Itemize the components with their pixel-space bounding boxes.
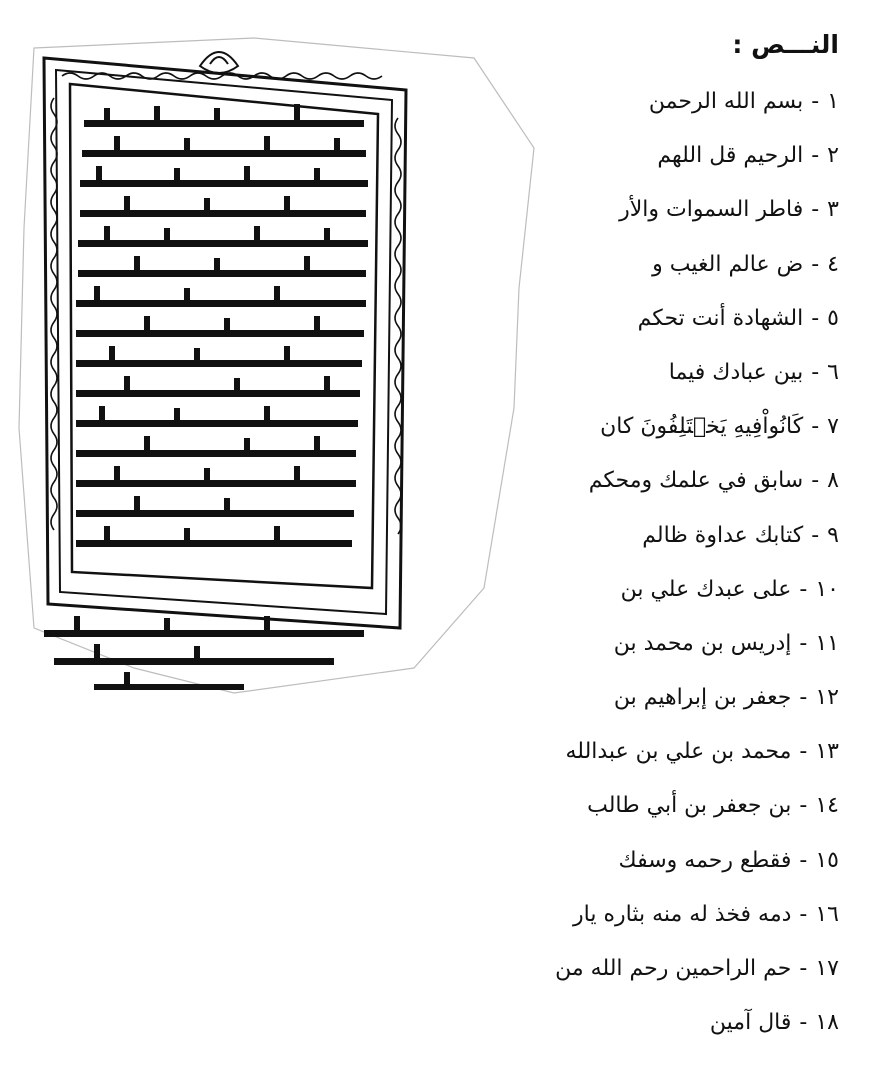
transcription-line [555,841,839,895]
transcription-line [555,353,839,407]
transcription-line [555,407,839,461]
line-text: إدريس بن محمد بن [613,630,792,656]
line-text: بن جعفر بن أبي طالب [587,793,792,819]
transcription-line [555,678,839,732]
line-dash: - [811,143,820,169]
kufic-text-below-frame [44,616,364,690]
line-number: ٧ [827,414,839,440]
line-number: ٢ [827,143,839,169]
line-number: ١٠ [815,576,839,602]
line-number: ١٨ [815,1010,839,1036]
line-dash: - [811,414,820,440]
line-number: ١٦ [815,901,839,927]
line-text: محمد بن علي بن عبدالله [565,739,792,765]
line-number: ١٣ [815,739,839,765]
line-number: ١٥ [815,847,839,873]
line-number: ٩ [827,522,839,548]
transcription-line [555,136,839,190]
transcription-line [555,732,839,786]
line-number: ٣ [827,197,839,223]
line-text: كتابك عداوة ظالم [642,522,804,548]
line-text: قال آمين [709,1010,792,1036]
line-text: ض عالم الغيب و [652,251,804,277]
line-dash: - [799,1010,808,1036]
line-text: بين عبادك فيما [668,359,804,385]
line-number: ٨ [827,468,839,494]
transcription-line [555,786,839,840]
line-text: سابق في علمك ومحكم [588,468,804,494]
line-text: دمه فخذ له منه بثاره يار [573,901,792,927]
line-text: جعفر بن إبراهيم بن [613,685,792,711]
transcription-line [555,949,839,1003]
line-dash: - [811,522,820,548]
transcription-line [555,516,839,570]
line-dash: - [799,847,808,873]
transcription-line [555,299,839,353]
line-dash: - [799,685,808,711]
line-text: حم الراحمين رحم الله من [555,956,792,981]
line-dash: - [799,739,808,765]
line-number: ١٧ [815,956,839,981]
line-number: ١ [827,89,839,114]
line-dash: - [811,251,820,277]
line-dash: - [799,793,808,819]
line-dash: - [811,468,820,494]
line-dash: - [799,901,808,927]
line-number: ١١ [815,630,839,656]
transcription-line [555,82,839,136]
transcription-line [555,1003,839,1057]
transcription-line [555,624,839,678]
line-number: ٦ [827,359,839,385]
line-number: ١٤ [815,793,839,819]
line-dash: - [799,630,808,656]
transcription-line [555,895,839,949]
inscription-stone-drawing [14,28,544,698]
transcription-line [555,190,839,244]
line-number: ١٢ [815,685,839,711]
transcription-lines [555,82,839,1057]
transcription-line [555,570,839,624]
line-text: الرحيم قل اللهم [657,143,804,169]
line-dash: - [799,576,808,602]
kufic-text-rows [76,104,368,547]
line-number: ٥ [827,305,839,331]
line-text: الشهادة أنت تحكم [637,305,804,331]
line-text: بسم الله الرحمن [648,89,804,114]
text-heading: النـــص : [732,30,839,59]
line-dash: - [811,305,820,331]
medallion-ornament [200,52,238,73]
line-number: ٤ [827,251,839,277]
line-dash: - [799,956,808,981]
line-dash: - [811,89,820,114]
line-text: كَانُواْفِيهِ يَخۡتَلِفُونَ كان [600,414,804,440]
transcription-line [555,461,839,515]
line-text: على عبدك علي بن [620,576,792,602]
line-text: فقطع رحمه وسفك [618,847,792,873]
transcription-line [555,245,839,299]
line-dash: - [811,197,820,223]
line-text: فاطر السموات والأر [619,197,804,223]
line-dash: - [811,359,820,385]
